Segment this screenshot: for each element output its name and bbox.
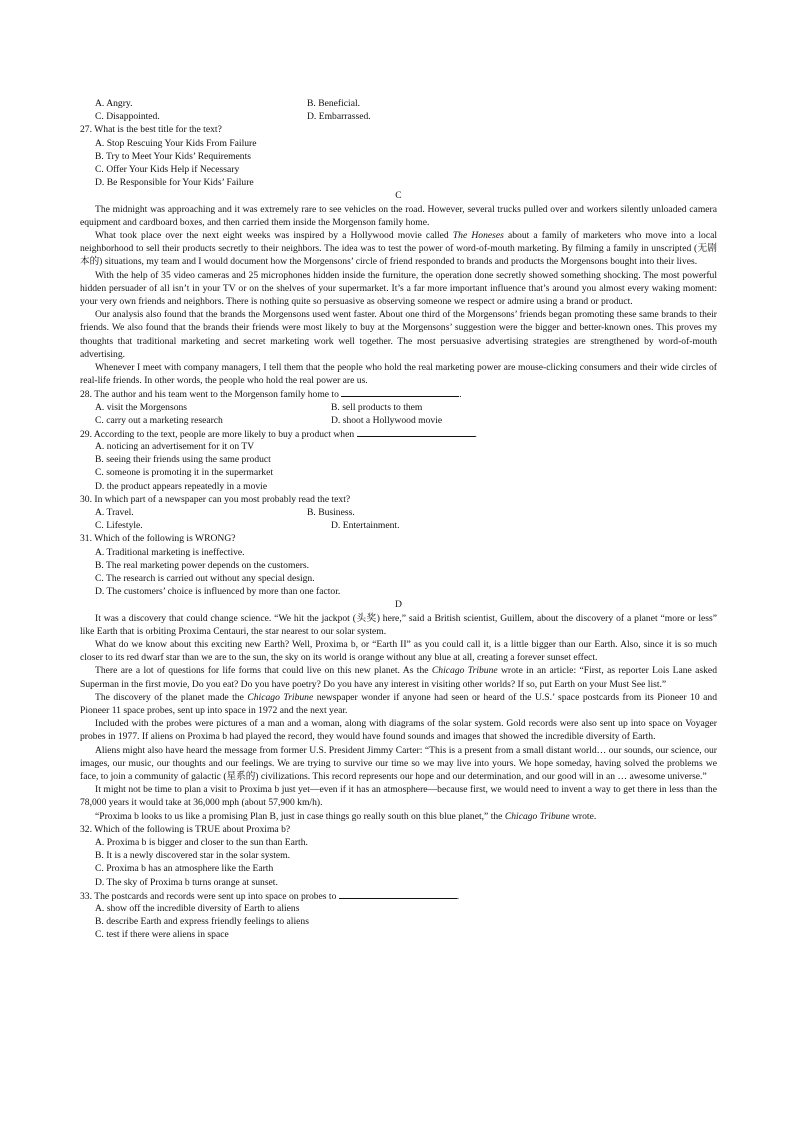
p8-text-b: wrote. [569,810,597,822]
exam-page [80,97,717,941]
movie-title: The Honeses [452,229,504,241]
q30-option-b[interactable]: B. Business. [307,507,355,519]
q28-option-d[interactable]: D. shoot a Hollywood movie [331,414,443,426]
q31-option-d[interactable]: D. The customers’ choice is influenced by more than one factor. [95,586,341,598]
p2-text-b: about a family of marketers who move into a local neighborhood to sell their products secretly to their neighbors. The idea was to test the power of word-of-mouth marketing. By filming a family in unscripted (无剧本的) situations, my team and I would document how the Morgensons’ circle of friend responded to brands and products the Morgensons bought into their lives. [80,229,718,268]
p2-text-a: What took place over the next eight weeks was inspired by a Hollywood movie called [95,229,453,241]
q33-stem [80,889,717,902]
q33-stem-tail: . [456,890,460,902]
section-d-paragraph-3 [80,664,717,690]
q28-option-b[interactable]: B. sell products to them [331,401,423,413]
q30-option-a[interactable]: A. Travel. [95,507,134,519]
q32-stem: 32. Which of the following is TRUE about Proxima b? [80,823,291,835]
section-c-paragraph-4: Our analysis also found that the brands the Morgensons used went faster. About one third of the Morgensons’ friends began promoting these same brands to their friends. We also found that the brands their friends were most likely to buy at the Morgensons’ suggestion were the bigger and better-known ones. This proves my thoughts that traditional marketing and secret marketing work well together. The most persuasive advertising strategies are strengthened by word-of-mouth advertising. [80,309,717,360]
q26-options-row2 [80,110,717,123]
q28-options-row2 [80,414,717,427]
section-c-paragraph-2 [80,229,717,269]
q29-option-c[interactable]: C. someone is promoting it in the supermarket [95,467,273,479]
q30-stem: 30. In which part of a newspaper can you most probably read the text? [80,493,351,505]
p8-text-a: “Proxima b looks to us like a promising Plan B, just in case things go really south on this blue planet,” the [95,810,505,822]
q31-option-c[interactable]: C. The research is carried out without any special design. [95,572,315,584]
q30-options-row1 [80,506,717,519]
q27-option-c[interactable]: C. Offer Your Kids Help if Necessary [95,163,240,175]
q26-option-b[interactable]: B. Beneficial. [307,98,361,109]
section-c-label: C [395,190,402,202]
q28-stem [80,387,717,400]
q31-option-a[interactable]: A. Traditional marketing is ineffective. [95,546,245,558]
section-c-paragraph-5: Whenever I meet with company managers, I tell them that the people who hold the real marketing power are mouse-clicking consumers and their wide circles of real-life friends. In other words, the people who hold the real power are us. [80,361,717,387]
q29-answer-blank[interactable] [357,427,475,437]
section-c-paragraph-1: The midnight was approaching and it was extremely rare to see vehicles on the road. However, several trucks pulled over and workers silently unloaded camera equipment and cardboard boxes, and then carried them inside the Morgenson family home. [80,203,717,228]
q27-option-b[interactable]: B. Try to Meet Your Kids’ Requirements [95,150,251,162]
q29-stem-tail: . [474,428,477,440]
q32-option-d[interactable]: D. The sky of Proxima b turns orange at sunset. [95,876,278,888]
section-d-paragraph-5: Included with the probes were pictures of a man and a woman, along with diagrams of the solar system. Gold records were also sent up into space on Voyager probes in 1977. If aliens on Proxima b had played the record, they would have found sounds and images that showed the incredible diversity of Earth. [80,718,717,743]
q28-option-a[interactable]: A. visit the Morgensons [95,401,188,413]
newspaper-title: Chicago Tribune [431,665,498,677]
section-d-label: D [395,599,402,611]
q29-option-a[interactable]: A. noticing an advertisement for it on TV [95,441,255,453]
q28-stem-tail: . [459,389,462,401]
q28-answer-blank[interactable] [341,387,459,397]
q29-option-d[interactable]: D. the product appears repeatedly in a movie [95,480,268,492]
q30-option-d[interactable]: D. Entertainment. [331,520,400,532]
q33-option-a[interactable]: A. show off the incredible diversity of Earth to aliens [95,902,300,914]
q32-option-a[interactable]: A. Proxima b is bigger and closer to the sun than Earth. [95,836,308,848]
q26-options-row1 [80,97,717,110]
q31-option-b[interactable]: B. The real marketing power depends on the customers. [95,559,310,571]
q27-option-a[interactable]: A. Stop Rescuing Your Kids From Failure [95,137,257,149]
q30-option-c[interactable]: C. Lifestyle. [95,520,143,532]
q29-stem [80,427,717,440]
q33-option-c[interactable]: C. test if there were aliens in space [95,929,229,941]
p4-text-b: newspaper wonder if anyone had seen or heard of the U.S.’ space postcards from its Pioneer 10 and Pioneer 11 space probes, sent up into space in 1972 and the next year. [80,691,718,716]
q29-option-b[interactable]: B. seeing their friends using the same product [95,454,271,466]
section-d-paragraph-2: What do we know about this exciting new Earth? Well, Proxima b, or “Earth II” as you could call it, is a little bigger than our Earth. Also, since it is so much closer to its red dwarf star than we are to the sun, the sky on its world is orange without any blue at all, creating a forever sunset effect. [80,638,717,664]
section-d-paragraph-4 [80,691,717,717]
q27-option-d[interactable]: D. Be Responsible for Your Kids’ Failure [95,177,254,189]
q26-option-d[interactable]: D. Embarrassed. [307,111,371,123]
p3-text-a: There are a lot of questions for life forms that could live on this new planet. As the [95,665,432,677]
q33-answer-blank[interactable] [339,889,457,899]
section-d-paragraph-8 [80,810,717,823]
q33-stem-text: 33. The postcards and records were sent up into space on probes to [80,890,339,902]
p4-text-a: The discovery of the planet made the [95,691,248,703]
q26-option-a[interactable]: A. Angry. [95,98,133,109]
q32-option-b[interactable]: B. It is a newly discovered star in the solar system. [95,850,291,862]
section-d-paragraph-6: Aliens might also have heard the message from former U.S. President Jimmy Carter: “This is a present from a small distant world… our sounds, our science, our images, our music, our thoughts and our feelings. We are trying to survive our time so we may live into yours. We hope someday, having solved the problems we face, to join a community of galactic (星系的) civilizations. This record represents our hope and our determination, and our good will in an … awesome universe.” [80,744,717,782]
q27-stem: 27. What is the best title for the text? [80,124,222,136]
q26-option-c[interactable]: C. Disappointed. [95,111,160,123]
q31-stem: 31. Which of the following is WRONG? [80,533,236,545]
newspaper-title: Chicago Tribune [247,691,314,703]
q29-stem-text: 29. According to the text, people are more likely to buy a product when [80,428,357,440]
newspaper-title: Chicago Tribune [504,810,570,822]
q30-options-row2 [80,519,717,532]
section-d-paragraph-1: It was a discovery that could change science. “We hit the jackpot (头奖) here,” said a British scientist, Guillem, about the discovery of a planet “more or less” like Earth that is orbiting Proxima Centauri, the star nearest to our solar system. [80,612,717,637]
section-d-paragraph-7: It might not be time to plan a visit to Proxima b just yet—even if it has an atmosphere—because first, we would need to invent a way to get there in less than the 78,000 years it would take at 36,000 mph (about 57,900 km/h). [80,784,717,809]
section-c-paragraph-3: With the help of 35 video cameras and 25 microphones hidden inside the furniture, the operation done secretly showed something shocking. The most powerful hidden persuader of all isn’t in your TV or on the shelves of your supermarket. It’s a far more important influence that’s around you almost every waking moment: your very own friends and neighbors. There is nothing quite so persuasive as observing someone we respect or admire using a brand or product. [80,269,717,307]
q32-option-c[interactable]: C. Proxima b has an atmosphere like the Earth [95,863,274,875]
q33-option-b[interactable]: B. describe Earth and express friendly feelings to aliens [95,916,309,928]
q28-stem-text: 28. The author and his team went to the Morgenson family home to [80,389,342,401]
q28-options-row1 [80,401,717,414]
q28-option-c[interactable]: C. carry out a marketing research [95,414,223,426]
p3-text-b: wrote in an article: “First, as reporter Lois Lane asked Superman in the first movie, Do you eat? Do you have poetry? Do you have any interest in visiting other worlds? If so, put Earth on your Must See list.” [80,665,717,690]
